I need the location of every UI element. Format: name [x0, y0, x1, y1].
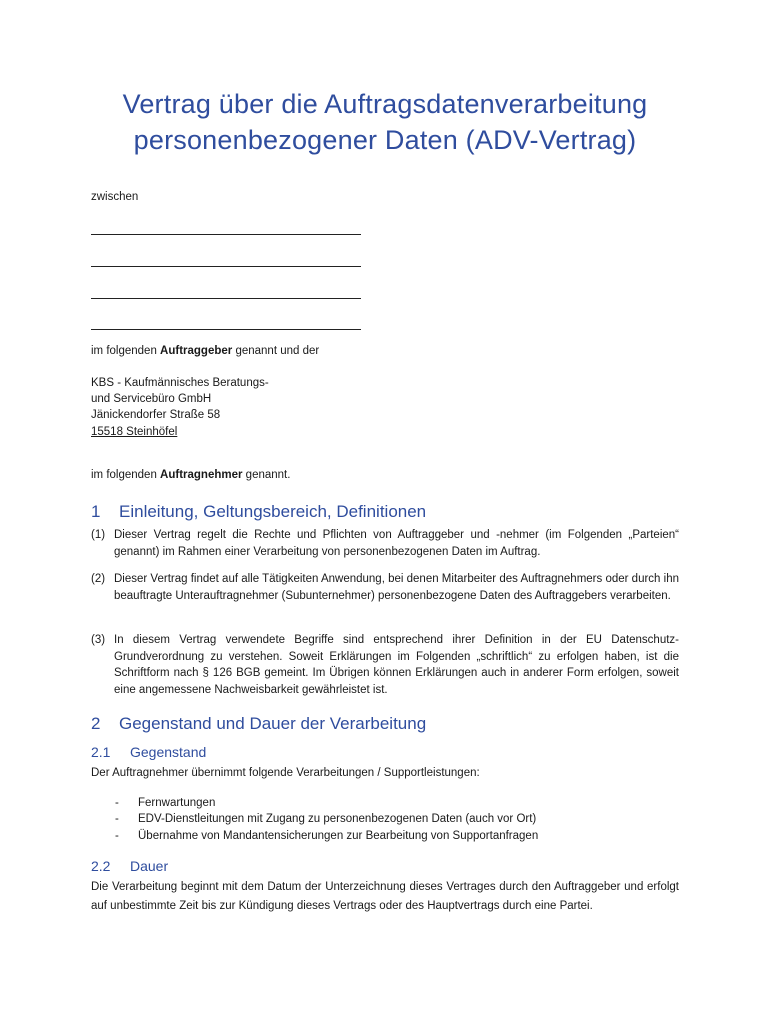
bullet-dash: - [115, 813, 119, 825]
section-1-title: Einleitung, Geltungsbereich, Definitionen [119, 502, 427, 521]
contractor-line [91, 467, 290, 483]
title-line-1: Vertrag über die Auftragsdatenverarbeitung [122, 89, 648, 119]
subsection-2-1-intro: Der Auftragnehmer übernimmt folgende Verarbeitungen / Supportleistungen: [91, 767, 480, 779]
clause-3 [91, 632, 679, 698]
subsection-2-2-number: 2.2 [91, 858, 111, 874]
contractor-role: Auftragnehmer [160, 469, 243, 481]
client-line-suffix: genannt und der [232, 345, 320, 357]
contractor-street: Jänickendorfer Straße 58 [91, 409, 221, 421]
section-2-title: Gegenstand und Dauer der Verarbeitung [119, 714, 427, 733]
clause-1 [91, 527, 679, 560]
subsection-2-2-title: Dauer [130, 858, 169, 874]
list-item [115, 795, 215, 812]
signature-line [91, 266, 361, 267]
clause-text: Dieser Vertrag regelt die Rechte und Pflichten von Auftraggeber und -nehmer (im Folgenden „Parteien“ genannt) im Rahmen einer Verarbeitung von personenbezogenen Daten im Auftrag. [114, 529, 679, 558]
signature-line [91, 329, 361, 330]
clause-2 [91, 571, 679, 604]
list-item [115, 828, 538, 845]
list-item-text: EDV-Dienstleitungen mit Zugang zu personenbezogenen Daten (auch vor Ort) [138, 813, 537, 825]
signature-line [91, 298, 361, 299]
client-line [91, 343, 319, 359]
clause-text: In diesem Vertrag verwendete Begriffe sind entsprechend ihrer Definition in der EU Datenschutz-Grundverordnung zu verstehen. Soweit Erklärungen im Folgenden „schriftlich“ zu erfolgen haben, ist die Schriftform nach § 126 BGB gemeint. Im Übrigen können Erklärungen auch in anderer Form erfolgen, soweit eine angemessene Nachweisbarkeit gewährleistet ist. [114, 634, 679, 696]
clause-text: Dieser Vertrag findet auf alle Tätigkeiten Anwendung, bei denen Mitarbeiter des Auftragnehmers oder durch ihn beauftragte Unterauftragnehmer (Subunternehmer) personenbezogene Daten des Auftraggebers verarbeiten. [114, 573, 679, 602]
bullet-dash: - [115, 797, 119, 809]
clause-number: (2) [91, 573, 106, 585]
clause-number: (1) [91, 529, 106, 541]
signature-line [91, 234, 361, 235]
contractor-line-suffix: genannt. [242, 469, 291, 481]
subsection-2-2-heading [91, 857, 168, 875]
list-item-text: Fernwartungen [138, 797, 216, 809]
section-2-heading [91, 713, 426, 735]
section-2-number: 2 [91, 714, 101, 733]
client-line-prefix: im folgenden [91, 345, 161, 357]
list-item-text: Übernahme von Mandantensicherungen zur Bearbeitung von Supportanfragen [138, 830, 539, 842]
document-title [60, 86, 710, 158]
contractor-city: 15518 Steinhöfel [91, 426, 178, 438]
title-line-2: personenbezogener Daten (ADV-Vertrag) [133, 125, 637, 155]
contractor-name-2: und Servicebüro GmbH [91, 393, 212, 405]
contractor-name-1: KBS - Kaufmännisches Beratungs- [91, 377, 269, 389]
section-1-heading [91, 501, 426, 523]
clause-number: (3) [91, 634, 106, 646]
bullet-dash: - [115, 830, 119, 842]
subsection-2-1-number: 2.1 [91, 744, 111, 760]
client-role: Auftraggeber [160, 345, 233, 357]
intro-text: zwischen [91, 191, 139, 203]
section-1-number: 1 [91, 502, 101, 521]
subsection-2-1-title: Gegenstand [130, 744, 207, 760]
subsection-2-2-text: Die Verarbeitung beginnt mit dem Datum der Unterzeichnung dieses Vertrages durch den Auftraggeber und erfolgt auf unbestimmte Zeit bis zur Kündigung dieses Vertrags oder des Hauptvertrags durch eine Partei. [91, 881, 679, 912]
contractor-line-prefix: im folgenden [91, 469, 161, 481]
subsection-2-1-heading [91, 743, 206, 761]
list-item [115, 811, 536, 828]
